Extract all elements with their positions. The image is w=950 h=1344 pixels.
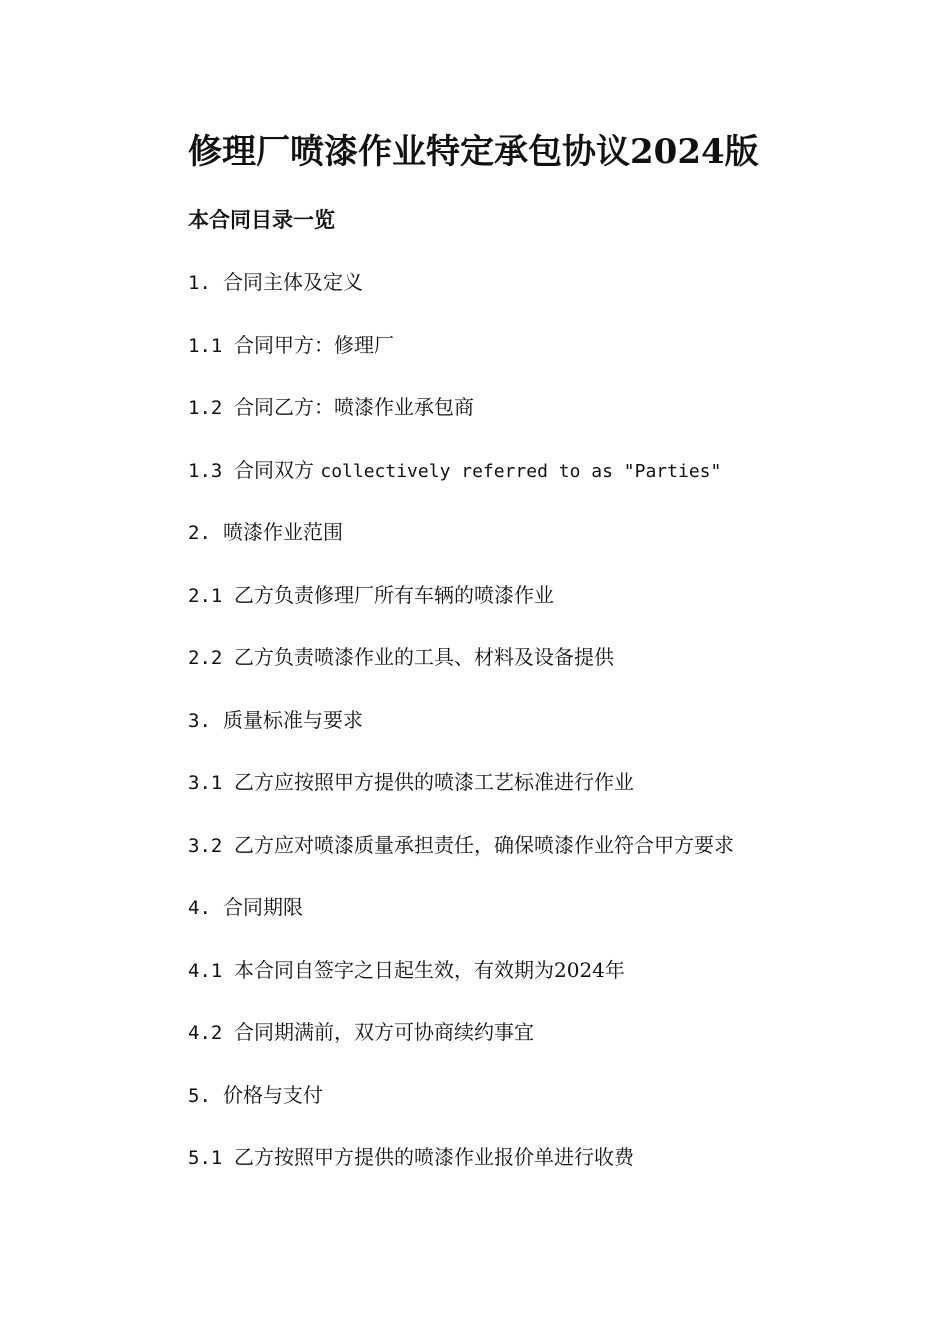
toc-item-number: 3. bbox=[188, 709, 211, 732]
toc-item-text: 喷漆作业范围 bbox=[223, 520, 343, 544]
toc-item bbox=[188, 641, 614, 673]
toc-item-text: 本合同自签字之日起生效，有效期为2024年 bbox=[234, 957, 625, 982]
toc-item-text: 乙方负责喷漆作业的工具、材料及设备提供 bbox=[234, 645, 614, 669]
toc-item-text: 合同期满前，双方可协商续约事宜 bbox=[234, 1020, 534, 1044]
toc-item-number: 5. bbox=[188, 1084, 211, 1107]
toc-item-number: 1.2 bbox=[188, 397, 223, 419]
toc-item-text: 乙方应按照甲方提供的喷漆工艺标准进行作业 bbox=[234, 770, 634, 794]
toc-item-number: 3.1 bbox=[188, 772, 223, 794]
toc-item-number: 4.2 bbox=[188, 1022, 223, 1044]
toc-heading: 本合同目录一览 bbox=[188, 208, 335, 232]
toc-item bbox=[188, 1079, 323, 1111]
toc-item-text: 乙方负责修理厂所有车辆的喷漆作业 bbox=[234, 582, 554, 607]
toc-item bbox=[188, 704, 363, 736]
toc-item-text: 合同双方 collectively referred to as "Parties" bbox=[234, 457, 722, 482]
toc-item-number: 3.2 bbox=[188, 834, 223, 857]
toc-item-number: 1. bbox=[188, 272, 211, 294]
toc-item-text: 合同乙方：喷漆作业承包商 bbox=[234, 395, 474, 419]
toc-item-number: 2.1 bbox=[188, 584, 223, 607]
toc-item-number: 4. bbox=[188, 897, 211, 919]
toc-item bbox=[188, 266, 363, 298]
toc-item bbox=[188, 1141, 634, 1173]
toc-item-number: 2. bbox=[188, 522, 211, 544]
toc-item-text: 合同期限 bbox=[223, 895, 303, 919]
toc-item-text: 合同甲方：修理厂 bbox=[234, 332, 394, 357]
toc-item bbox=[188, 829, 734, 861]
toc-item-number: 5.1 bbox=[188, 1147, 223, 1169]
toc-item bbox=[188, 329, 394, 361]
toc-item-text: 价格与支付 bbox=[223, 1082, 323, 1107]
toc-item bbox=[188, 391, 474, 423]
toc-item bbox=[188, 1016, 534, 1048]
toc-item bbox=[188, 579, 554, 611]
toc-item bbox=[188, 766, 634, 798]
toc-item-text: 质量标准与要求 bbox=[223, 707, 363, 732]
toc-item bbox=[188, 454, 721, 486]
toc-item-text: 合同主体及定义 bbox=[223, 270, 363, 294]
toc-item bbox=[188, 954, 625, 986]
toc-item bbox=[188, 516, 343, 548]
toc-item-number: 1.1 bbox=[188, 334, 223, 357]
document-title: 修理厂喷漆作业特定承包协议2024版 bbox=[188, 132, 759, 172]
toc-item-text: 乙方按照甲方提供的喷漆作业报价单进行收费 bbox=[234, 1145, 634, 1169]
toc-item-number: 2.2 bbox=[188, 647, 223, 669]
toc-item-text: 乙方应对喷漆质量承担责任，确保喷漆作业符合甲方要求 bbox=[234, 832, 734, 857]
toc-item bbox=[188, 891, 303, 923]
toc-item-number: 4.1 bbox=[188, 959, 223, 982]
toc-item-number: 1.3 bbox=[188, 459, 223, 482]
